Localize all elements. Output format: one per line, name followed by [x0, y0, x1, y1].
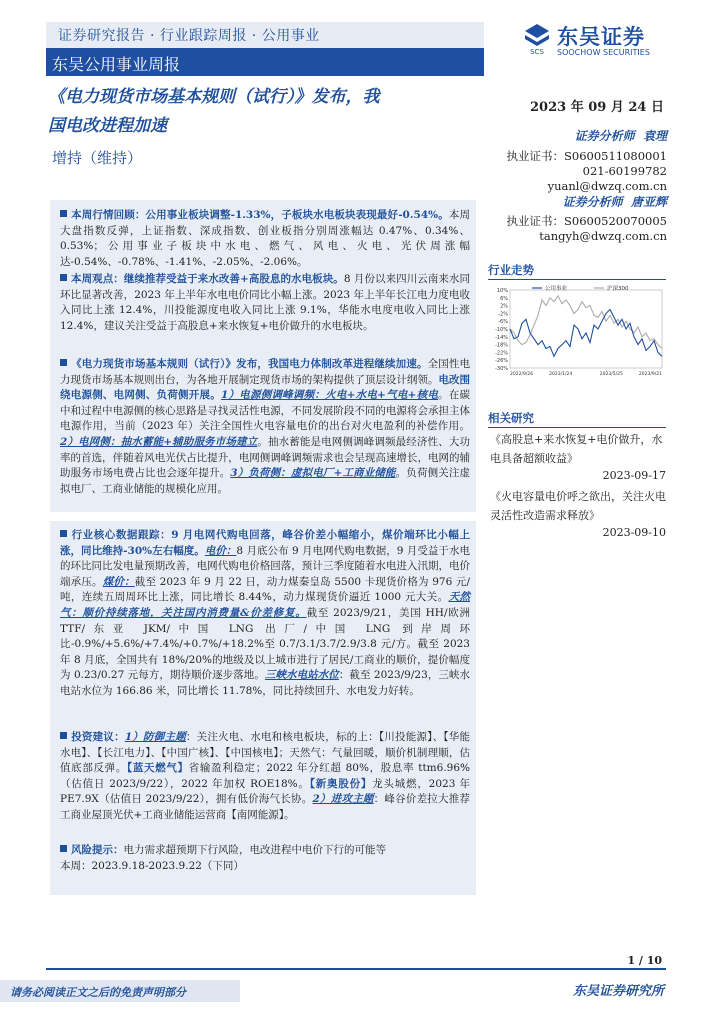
related-date-2: 2023-09-10 — [602, 526, 666, 539]
related-rule — [488, 427, 666, 428]
x-tick-label: 2023/5/25 — [599, 372, 623, 377]
logo-name: 东吴证券 — [557, 25, 645, 49]
series-title: 东吴公用事业周报 — [52, 55, 181, 74]
y-tick-label: -2% — [498, 311, 508, 318]
y-tick-label: -30% — [495, 366, 508, 372]
bullet-icon — [60, 845, 67, 852]
title-line-2: 国电改进程加速 — [48, 116, 167, 136]
analyst-2-email[interactable]: tangyh@dwzq.com.cn — [539, 229, 667, 243]
trend-rule — [488, 279, 666, 280]
related-item-2[interactable]: 《火电容量电价呼之欲出，关注火电灵活性改造需求释放》 — [490, 490, 666, 522]
y-tick-label: -14% — [495, 334, 508, 341]
analyst-1-role: 证券分析师 袁理 — [574, 129, 667, 143]
y-tick-label: 6% — [500, 295, 508, 302]
industry-trend-chart — [488, 282, 666, 382]
rating: 增持（维持） — [52, 149, 143, 167]
series-line-1 — [510, 310, 662, 357]
related-heading: 相关研究 — [488, 411, 534, 425]
x-tick-label: 2023/1/24 — [549, 372, 573, 377]
analyst-2-role: 证券分析师 唐亚辉 — [562, 195, 667, 209]
y-tick-label: -22% — [495, 350, 508, 357]
x-tick-label: 2023/9/21 — [638, 372, 662, 377]
y-tick-label: -26% — [495, 358, 508, 365]
report-category: 证券研究报告 · 行业跟踪周报 · 公用事业 — [58, 28, 320, 44]
analyst-2-name: 唐亚辉 — [630, 195, 667, 209]
analyst-1-email[interactable]: yuanl@dwzq.com.cn — [547, 179, 667, 193]
logo-mark-text: SCS — [530, 48, 544, 56]
logo-english: SOOCHOW SECURITIES — [557, 48, 650, 57]
footer-rule — [46, 968, 666, 970]
related-item-1[interactable]: 《高股息+来水恢复+电价做升，水电具备超额收益》 — [490, 433, 663, 465]
analyst-1-phone: 021-60199782 — [582, 164, 667, 178]
bullet-icon — [60, 530, 67, 537]
legend-label: 沪深300 — [607, 286, 629, 292]
paragraph-market-review: 本周行情回顾：公用事业板块调整-1.33%，子板块水电板块表现最好-0.54%。本周大盘指数反弹，上证指数、深成指数、创业板指分别周涨幅达 0.47%、0.34%、0.53%；公用事业子板块中水电、燃气、风电、火电、光伏周涨幅达-0.54%、-0.78%、-1.41%、-2.05%、-2.06%。 — [60, 209, 470, 268]
bullet-icon — [60, 732, 67, 739]
bullet-icon — [60, 359, 67, 366]
x-tick-label: 2022/9/26 — [510, 372, 534, 377]
paragraph-reform: 《电力现货市场基本规则（试行）》发布，我国电力体制改革进程继续加速。全国性电力现货市场基本规则出台，为各地开展制定现货市场的架构提供了顶层设计纲领。电改围绕电源侧、电网侧、负荷侧开展。1）电源侧调峰调频：火电+水电+气电+核电。在碳中和过程中电源侧的核心思路是寻找灵活性电源，不同发展阶段不同的电源将会承担主体电源作用，当前（2023 年）关注全国性火电容量电价的出台对火电盈利的补偿作用。2）电网侧：抽水蓄能+辅助服务市场建立。抽水蓄能是电网侧调峰调频最经济性、大功率的首选，伴随着风电光伏占比提升，电网侧调峰调频需求也会呈现高速增长，电网的辅助服务市场电费占比也会逐年提升。3）负荷侧：虚拟电厂+工商业储能。负荷侧关注虚拟电厂、工商业储能的规模化应用。 — [60, 358, 471, 495]
week-note: 本周：2023.9.18-2023.9.22（下同） — [60, 860, 244, 872]
y-tick-label: 2% — [500, 303, 508, 310]
soochow-logo-icon — [522, 22, 552, 56]
analyst-1-name: 袁理 — [642, 129, 667, 143]
analyst-1-license: 执业证书：S0600511080001 — [506, 149, 667, 163]
y-tick-label: -6% — [498, 319, 508, 326]
y-tick-label: -18% — [495, 342, 508, 349]
legend-label: 公用事业 — [545, 286, 568, 292]
paragraph-core-data: 行业核心数据跟踪：9 月电网代购电回落，峰谷价差小幅缩小，煤价端环比小幅上涨，同比维持-30%左右幅度。电价：8 月底公布 9 月电网代购电数据，9 月受益于水电的环比同比发电量预期改善，电网代购电价格回落，预计三季度随着水电进入汛期，电价端承压。煤价：截至 2023 年 9 月 22 日，动力煤秦皇岛 5500 卡现货价格为 976 元/吨，连续五周周环比上涨，同比增长 8.44%，动力煤现货价逼近 1000 元大关。天然气：顺价持续落地，关注国内消费量&价差修复。截至 2023/9/21，美国 HH/欧洲 TTF/东亚 JKM/中国 LNG 出厂/中国 LNG 到岸周环比-0.9%/+5.6%/+7.4%/+0.7%/+18.2%至 0.7/3.1/3.7/2.9/3.8 元/方。截至 2023 年 8 月底，全国共有 18%/20%的地级及以上城市进行了居民/工商业的顺价，提价幅度为 0.23/0.27 元每方，期待顺价逐步落地。三峡水电站水位：截至 2023/9/23，三峡水电站水位为 166.86 米，同比增长 11.78%，同比持续回升、水电发力好转。 — [60, 529, 471, 697]
y-tick-label: -10% — [495, 327, 508, 333]
analyst-2-license: 执业证书：S0600520070005 — [506, 214, 667, 228]
related-date-1: 2023-09-17 — [602, 469, 666, 482]
report-date: 2023 年 09 月 24 日 — [530, 100, 664, 115]
title-line-1: 《电力现货市场基本规则（试行）》发布，我 — [48, 87, 380, 107]
paragraph-investment: 投资建议：1）防御主题：关注火电、水电和核电板块，标的上：【川投能源】、【华能水电】、【长江电力】、【中国广核】、【中国核电】；天然气：气量回暖，顺价机制理顺，估值底部反弹。【蓝天燃气】省输盈利稳定；2022 年分红超 80%，股息率 ttm6.96%（估值日 2023/9/22），2022 年加权 ROE18%。【新奥股份】龙头城燃，2023 年 PE7.9X（估值日 2023/9/22），拥有低价海气长协。2）进攻主题：峰谷价差拉大推荐工商业屋顶光伏+工商业储能运营商【南网能源】。 — [60, 731, 471, 821]
y-tick-label: 10% — [496, 288, 508, 294]
trend-heading: 行业走势 — [488, 263, 534, 277]
bullet-icon — [60, 210, 67, 217]
paragraph-weekly-view: 本周观点：继续推荐受益于来水改善+高股息的水电板块。8 月份以来四川云南来水同环比显著改善，2023 年上半年水电电价同比小幅上涨。2023 年上半年长江电力度电收入同比上涨 12.4%，川投能源度电收入同比上涨 9.1%，华能水电度电收入同比上涨 12.4%，建议关注受益于高股息+来水恢复+电价做升的水电板块。 — [60, 273, 470, 332]
paragraph-risk: 风险提示：电力需求超预期下行风险，电改进程中电价下行的可能等 — [60, 843, 470, 859]
disclaimer[interactable]: 请务必阅读正文之后的免责声明部分 — [10, 986, 186, 999]
page-number: 1 / 10 — [627, 954, 662, 967]
institute-name: 东吴证券研究所 — [572, 984, 664, 999]
report-title — [48, 83, 484, 141]
bullet-icon — [60, 274, 67, 281]
series-line-2 — [510, 296, 662, 349]
